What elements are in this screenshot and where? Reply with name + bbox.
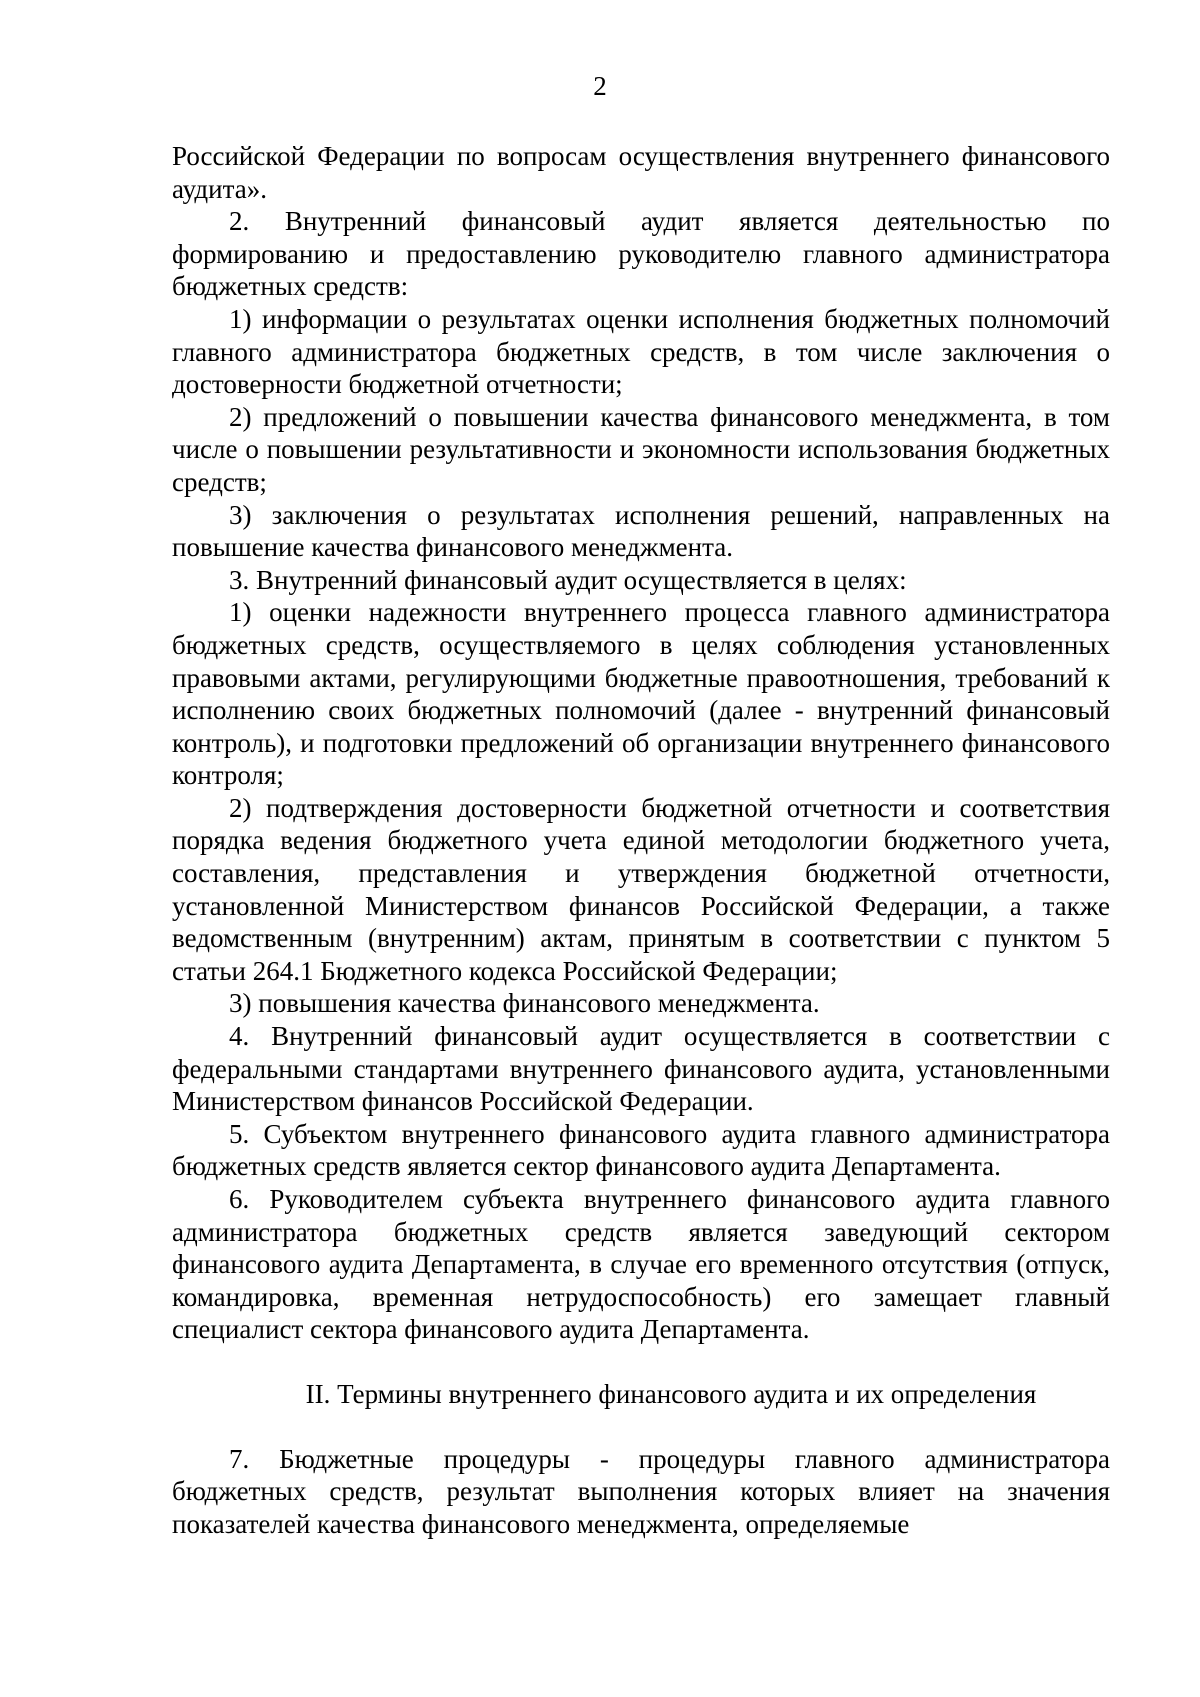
paragraph-item-4: 4. Внутренний финансовый аудит осуществляется в соответствии с федеральными стандартами внутреннего финансового аудита, установленными Министерством финансов Российской Федерации. (172, 1021, 1110, 1117)
page-number: 2 (593, 71, 607, 101)
subitem-3-3: 3) повышения качества финансового менеджмента. (229, 988, 820, 1019)
paragraph-item-3: 3. Внутренний финансовый аудит осуществляется в целях: (229, 564, 907, 595)
paragraph-item-5: 5. Субъектом внутреннего финансового аудита главного администратора бюджетных средств является сектор финансового аудита Департамента. (172, 1118, 1110, 1182)
paragraph-item-2: 2. Внутренний финансовый аудит является деятельностью по формированию и предоставлению руководителю главного администратора бюджетных средств: (172, 206, 1110, 302)
subitem-2-2: 2) предложений о повышении качества финансового менеджмента, в том числе о повышении результативности и экономности использования бюджетных средств; (172, 401, 1110, 497)
paragraph-continuation: Российской Федерации по вопросам осуществления внутреннего финансового аудита». (172, 141, 1110, 204)
subitem-3-2: 2) подтверждения достоверности бюджетной отчетности и соответствия порядка ведения бюджетного учета единой методологии бюджетного учета, составления, представления и утверждения бюджетной отчетности, установленной Министерством финансов Российской Федерации, а также ведомственным (внутренним) актам, принятым в соответствии с пунктом 5 статьи 264.1 Бюджетного кодекса Российской Федерации; (172, 792, 1110, 986)
subitem-2-1: 1) информации о результатах оценки исполнения бюджетных полномочий главного администратора бюджетных средств, в том числе заключения о достоверности бюджетной отчетности; (172, 303, 1110, 400)
paragraph-item-6: 6. Руководителем субъекта внутреннего финансового аудита главного администратора бюджетных средств является заведующий сектором финансового аудита Департамента, в случае его временного отсутствия (отпуск, командировка, временная нетрудоспособность) его замещает главный специалист сектора финансового аудита Департамента. (172, 1184, 1110, 1345)
subitem-2-3: 3) заключения о результатах исполнения решений, направленных на повышение качества финансового менеджмента. (172, 499, 1110, 563)
subitem-3-1: 1) оценки надежности внутреннего процесса главного администратора бюджетных средств, осуществляемого в целях соблюдения установленных правовыми актами, регулирующими бюджетные правоотношения, требований к исполнению своих бюджетных полномочий (далее - внутренний финансовый контроль), и подготовки предложений об организации внутреннего финансового контроля; (172, 597, 1110, 791)
section-heading: II. Термины внутреннего финансового аудита и их определения (305, 1378, 1037, 1409)
paragraph-item-7: 7. Бюджетные процедуры - процедуры главного администратора бюджетных средств, результат выполнения которых влияет на значения показателей качества финансового менеджмента, определяемые (172, 1443, 1110, 1539)
document-body (172, 140, 1110, 1540)
